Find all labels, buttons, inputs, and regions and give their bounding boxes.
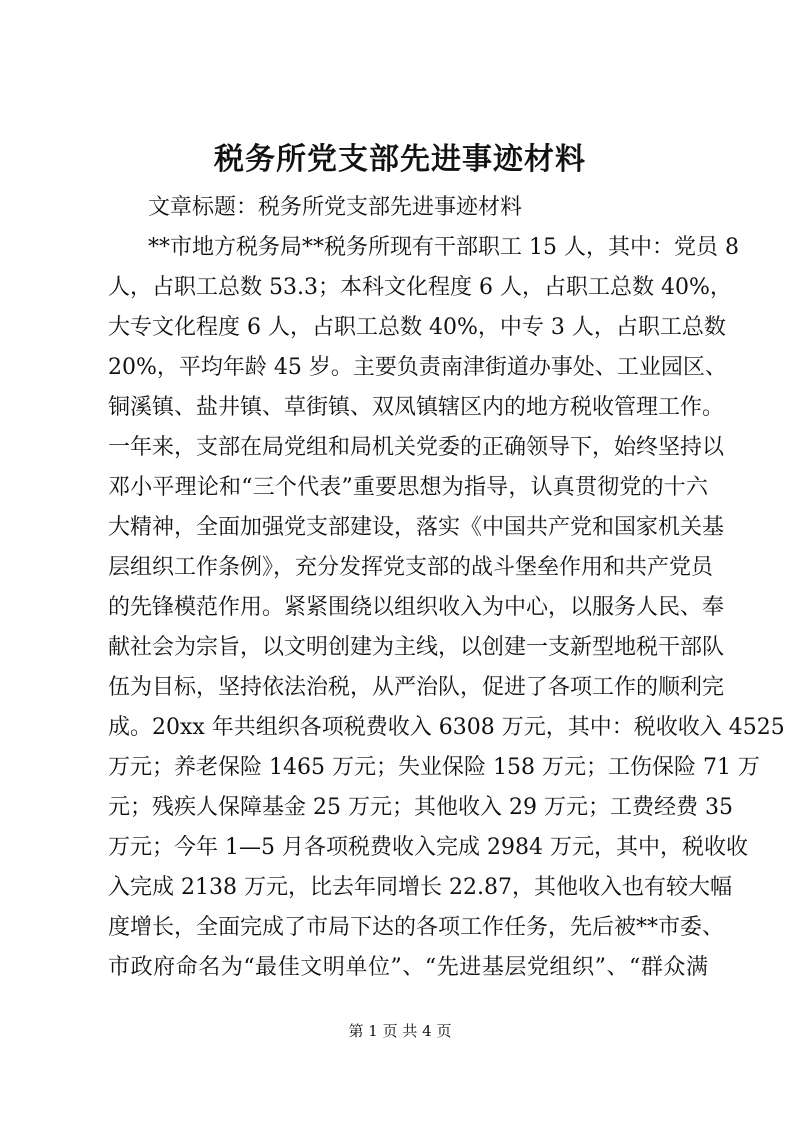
paragraph-line: 入完成 2138 万元，比去年同增长 22.87，其他收入也有较大幅 (108, 875, 732, 900)
paragraph-line: 献社会为宗旨，以文明创建为主线，以创建一支新型地税干部队 (108, 635, 725, 660)
document-title: 税务所党支部先进事迹材料 (214, 142, 586, 177)
paragraph-line: 一年来，支部在局党组和局机关党委的正确领导下，始终坚持以 (108, 435, 725, 460)
article-title-line: 文章标题：税务所党支部先进事迹材料 (148, 195, 523, 220)
paragraph-line: 20%，平均年龄 45 岁。主要负责南津街道办事处、工业园区、 (108, 355, 727, 380)
paragraph-line: 元；残疾人保障基金 25 万元；其他收入 29 万元；工费经费 35 (108, 795, 733, 820)
paragraph-line: 层组织工作条例》，充分发挥党支部的战斗堡垒作用和共产党员 (108, 555, 714, 580)
paragraph-line: 万元；养老保险 1465 万元；失业保险 158 万元；工伤保险 71 万 (108, 755, 760, 780)
document-body (108, 188, 785, 988)
paragraph-line: 铜溪镇、盐井镇、草街镇、双凤镇辖区内的地方税收管理工作。 (108, 395, 725, 420)
paragraph-line: 市政府命名为“最佳文明单位”、“先进基层党组织”、“群众满 (108, 955, 708, 980)
paragraph-line: 伍为目标，坚持依法治税，从严治队，促进了各项工作的顺利完 (108, 675, 725, 700)
paragraph-line: 度增长，全面完成了市局下达的各项工作任务，先后被**市委、 (108, 915, 725, 940)
paragraph-line: 的先锋模范作用。紧紧围绕以组织收入为中心，以服务人民、奉 (108, 595, 725, 620)
paragraph-line: 大专文化程度 6 人，占职工总数 40%，中专 3 人，占职工总数 (108, 315, 726, 340)
paragraph-line: **市地方税务局**税务所现有干部职工 15 人，其中：党员 8 (148, 235, 739, 260)
page-footer: 第 1 页 共 4 页 (348, 1022, 452, 1040)
paragraph-line: 万元；今年 1—5 月各项税费收入完成 2984 万元，其中，税收收 (108, 835, 748, 860)
paragraph-line: 成。20xx 年共组织各项税费收入 6308 万元，其中：税收收入 4525 (108, 715, 785, 740)
paragraph-line: 邓小平理论和“三个代表”重要思想为指导，认真贯彻党的十六 (108, 475, 708, 500)
paragraph-line: 大精神，全面加强党支部建设，落实《中国共产党和国家机关基 (108, 515, 725, 540)
paragraph-line: 人，占职工总数 53.3；本科文化程度 6 人，占职工总数 40%， (108, 275, 732, 300)
